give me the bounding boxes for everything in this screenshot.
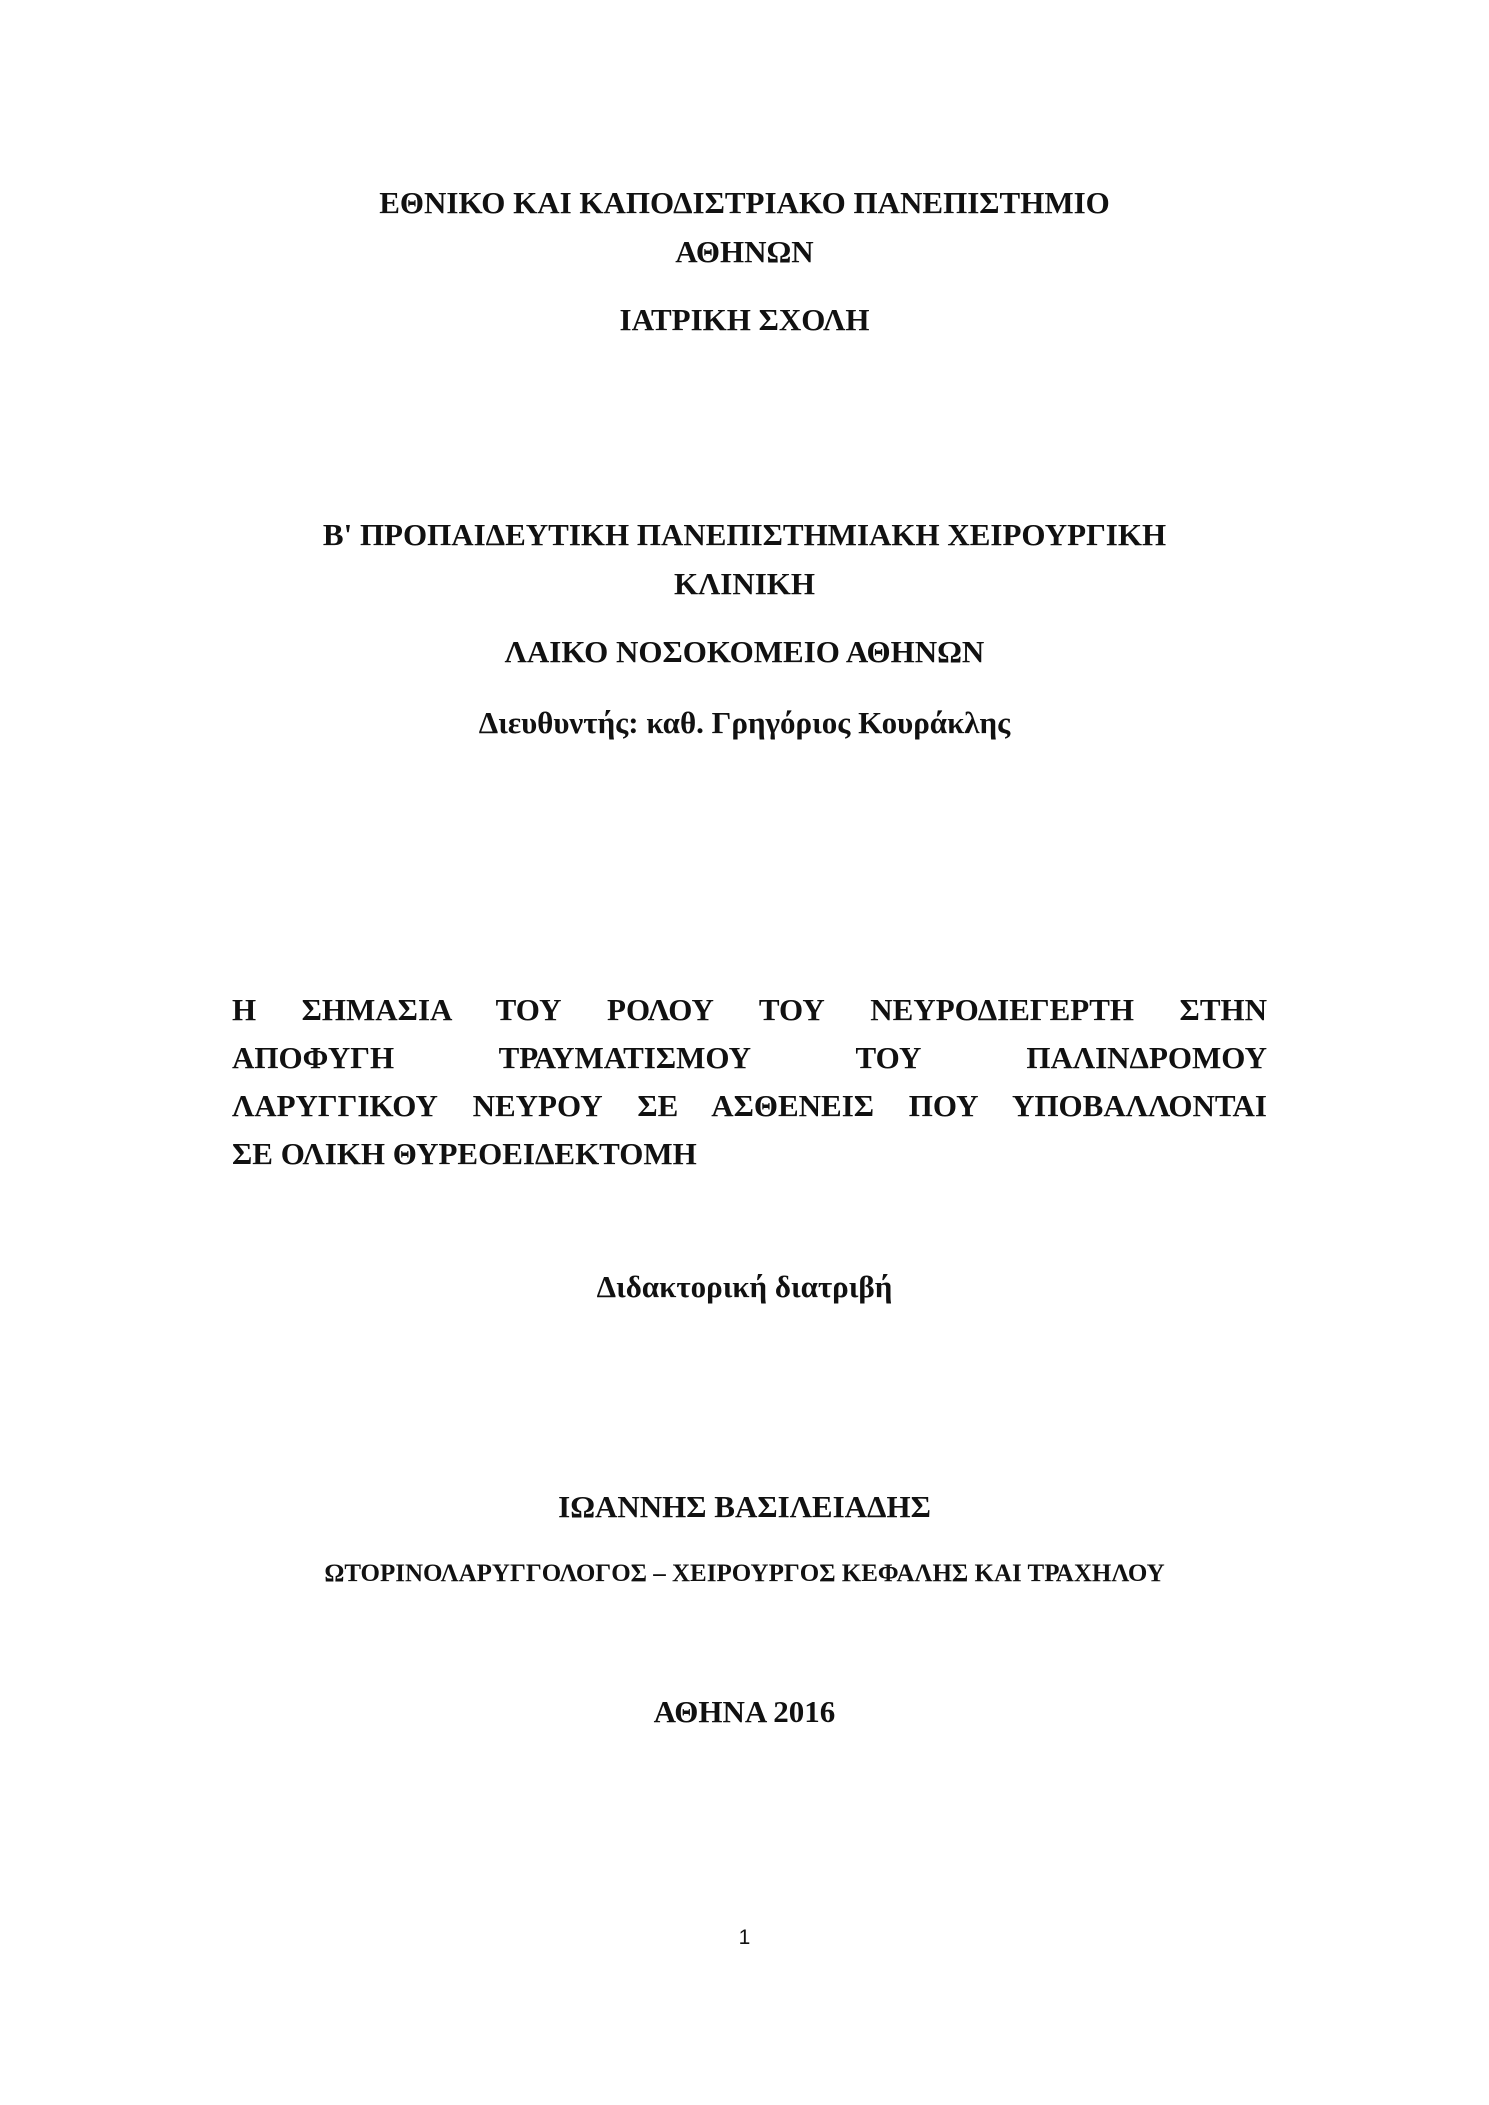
clinic-director: Διευθυντής: καθ. Γρηγόριος Κουράκλης	[478, 705, 1011, 740]
school-name: ΙΑΤΡΙΚΗ ΣΧΟΛΗ	[619, 302, 870, 337]
author-profession: ΩΤΟΡΙΝΟΛΑΡΥΓΓΟΛΟΓΟΣ – ΧΕΙΡΟΥΡΓΟΣ ΚΕΦΑΛΗΣ ΚΑΙ ΤΡΑΧΗΛΟΥ	[324, 1560, 1165, 1587]
page-number: 1	[738, 1926, 751, 1949]
university-name-line-2: ΑΘΗΝΩΝ	[675, 234, 814, 269]
thesis-title	[232, 986, 1267, 1178]
hospital-name: ΛΑΙΚΟ ΝΟΣΟΚΟΜΕΙΟ ΑΘΗΝΩΝ	[504, 634, 985, 669]
university-name-line-1: ΕΘΝΙΚΟ ΚΑΙ ΚΑΠΟΔΙΣΤΡΙΑΚΟ ΠΑΝΕΠΙΣΤΗΜΙΟ	[379, 185, 1110, 220]
thesis-title-line-1: Η ΣΗΜΑΣΙΑ ΤΟΥ ΡΟΛΟΥ ΤΟΥ ΝΕΥΡΟΔΙΕΓΕΡΤΗ ΣΤΗΝ	[232, 992, 1267, 1027]
clinic-name-line-2: ΚΛΙΝΙΚΗ	[673, 566, 816, 601]
thesis-title-line-2: ΑΠΟΦΥΓΗ ΤΡΑΥΜΑΤΙΣΜΟΥ ΤΟΥ ΠΑΛΙΝΔΡΟΜΟΥ	[232, 1040, 1267, 1075]
clinic-name	[0, 510, 1489, 608]
clinic-name-line-1: Β' ΠΡΟΠΑΙΔΕΥΤΙΚΗ ΠΑΝΕΠΙΣΤΗΜΙΑΚΗ ΧΕΙΡΟΥΡΓΙΚΗ	[322, 517, 1167, 552]
thesis-title-line-3: ΛΑΡΥΓΓΙΚΟΥ ΝΕΥΡΟΥ ΣΕ ΑΣΘΕΝΕΙΣ ΠΟΥ ΥΠΟΒΑΛΛΟΝΤΑΙ	[232, 1088, 1267, 1123]
document-type: Διδακτορική διατριβή	[596, 1269, 893, 1304]
university-name	[0, 178, 1489, 276]
place-and-year: ΑΘΗΝΑ 2016	[653, 1694, 836, 1729]
thesis-title-line-4: ΣΕ ΟΛΙΚΗ ΘΥΡΕΟΕΙΔΕΚΤΟΜΗ	[232, 1136, 697, 1171]
author-name: ΙΩΑΝΝΗΣ ΒΑΣΙΛΕΙΑΔΗΣ	[558, 1489, 931, 1524]
